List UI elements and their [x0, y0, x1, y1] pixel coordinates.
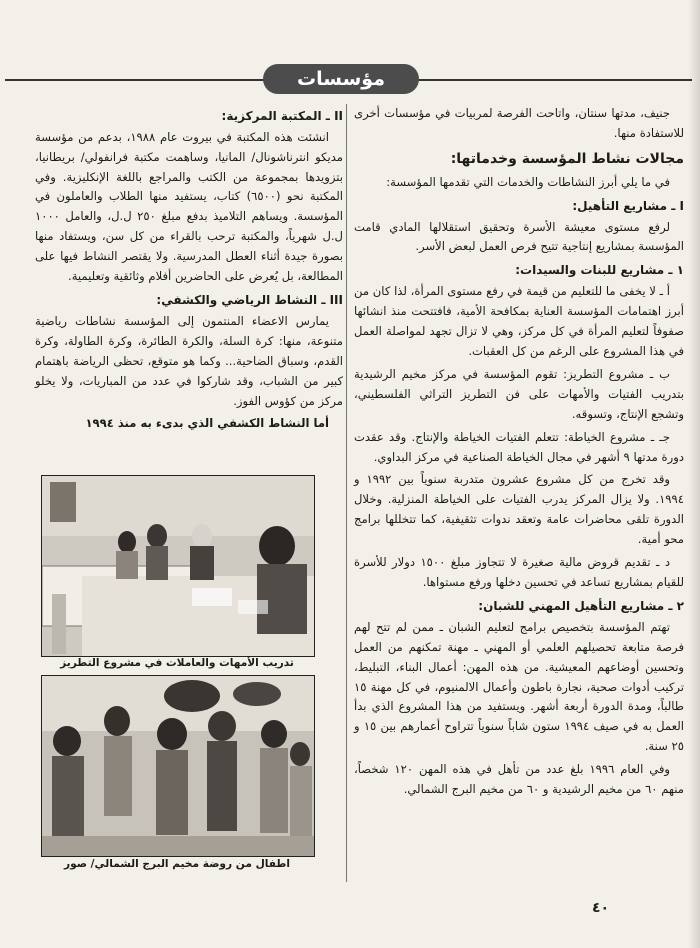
paragraph: وفي العام ١٩٩٦ بلغ عدد من تأهل في هذه المهن ١٢٠ شخصاً، منهم ٦٠ من مخيم الرشيدية و ٦٠ من مخيم البرج الشمالي.	[354, 762, 684, 797]
photo-embroidery-training	[41, 475, 315, 657]
paragraph: أ ـ لا يخفى ما للتعليم من قيمة في رفع مستوى المرأة، لذا كان من أبرز اهتمامات المؤسسة العناية بمكافحة الأمية، فافتتحت منذ انشائها صفوفاً لتعليم المرأة في كل مركز، وهي لا تزال تجهد لمواصلة العمل في هذا المشروع على الرغم من كل العقبات.	[354, 284, 684, 358]
paragraph: تهتم المؤسسة بتخصيص برامج لتعليم الشبان ـ ممن لم تتح لهم فرصة متابعة تحصيلهم العلمي أو المهني ـ مهنة تمكنهم من العمل وتحسين أوضاعهم المعيشية. من هذه المهن: أعمال البناء، التبليط، تركيب أدوات صحية، نجارة باطون وأعمال الالمنيوم، في كل مهنة ١٥ طالباً، ومدة الدورة أربعة أشهر. ويستفيد من هذا المشروع الذي بدأ العمل به في صيف ١٩٩٤ ستون شاباً سنوياً تتراوح أعمارهم بين ١٥ و ٢٥ سنة.	[354, 619, 684, 754]
section-title: مؤسسات	[263, 64, 419, 94]
photo-caption: اطفال من روضة مخيم البرج الشمالي/ صور	[64, 858, 290, 870]
heading-rehab-projects: I ـ مشاريع التأهيل:	[572, 198, 684, 213]
photo-kindergarten-children	[41, 675, 315, 857]
heading-youth-projects: ٢ ـ مشاريع التأهيل المهني للشبان:	[478, 599, 684, 614]
page-number: ٤٠	[592, 900, 610, 916]
paragraph: جـ ـ مشروع الخياطة: تتعلم الفتيات الخياطة والإنتاج. وقد عقدت دورة مدتها ٩ أشهر في مجال الخياطة الصناعية في مركز البداوي.	[354, 429, 684, 464]
paragraph: د ـ تقديم قروض مالية صغيرة لا تتجاوز مبلغ ١٥٠٠ دولار للأسرة للقيام بمشاريع تساعد في تحسين دخلها ورفع مستواها.	[354, 555, 684, 590]
page-edge-shadow	[688, 0, 700, 948]
paragraph: ب ـ مشروع التطريز: تقوم المؤسسة في مركز مخيم الرشيدية بتدريب الفتيات والأمهات على فن التطريز التراثي الفلسطيني، وتشجع الإنتاج، وتسوقه.	[354, 366, 684, 421]
paragraph: يمارس الاعضاء المنتمون إلى المؤسسة نشاطات رياضية متنوعة، منها: كرة السلة، والكرة الطائرة، وكرة الطاولة، وكرة القدم، وسباق الضاحية... وكما هو متوقع، تحظى الرياضة باهتمام كبير من الشباب، وقد شاركوا في عدد من المباريات، ولا يخلو مركز من كؤوس الفوز.	[35, 313, 343, 408]
photo-children-illustration	[42, 676, 314, 856]
left-column	[35, 104, 343, 437]
paragraph-scout: أما النشاط الكشفي الذي بدىء به منذ ١٩٩٤	[85, 416, 329, 431]
heading-women-projects: ١ ـ مشاريع للبنات والسيدات:	[515, 263, 684, 278]
photo-caption: تدريب الأمهات والعاملات في مشروع التطريز	[60, 657, 294, 669]
paragraph: وقد تخرج من كل مشروع عشرون متدربة سنوياً بين ١٩٩٢ و ١٩٩٤. ولا يزال المركز يدرب الفتيات على الخياطة المنزلية. وخلال الدورة تلقى محاضرات عامة وتعقد ندوات تثقيفية، كما تتخللها برامج محو أمية.	[354, 472, 684, 547]
heading-activities: مجالات نشاط المؤسسة وخدماتها:	[450, 150, 684, 167]
heading-library: II ـ المكتبة المركزية:	[221, 109, 343, 123]
section-header	[5, 60, 692, 100]
paragraph: انشئت هذه المكتبة في بيروت عام ١٩٨٨، بدعم من مؤسسة مديكو انترناشونال/ المانيا، وساهمت مكتبة فرانفولي/ بريطانيا، بتزويدها بمجموعة من الكتب والمراجع باللغة الإنكليزية. وفي المكتبة نحو (٦٥٠٠) كتاب، يستفيد منها الطلاب والعاملون في المؤسسة. ويساهم التلاميذ بدفع مبلغ ٢٥٠ ل.ل، والعامل ١٠٠٠ ل.ل شهرياً، والمكتبة ترحب بالقراء من كل سن، ويستفاد منها بصورة جيدة أثناء العطل المدرسية. ولا يقتصر النشاط فيها على المطالعة، بل يُعرض على الحاضرين أفلام وثائقية وتعليمية.	[35, 129, 343, 284]
paragraph: لرفع مستوى معيشة الأسرة وتحقيق استقلالها المادي قامت المؤسسة بمشاريع إنتاجية تتيح فرص العمل لبعض الأسر.	[354, 219, 684, 254]
column-divider	[346, 104, 347, 882]
paragraph: في ما يلي أبرز النشاطات والخدمات التي تقدمها المؤسسة:	[386, 174, 670, 189]
right-column	[354, 104, 684, 803]
heading-sports: III ـ النشاط الرياضي والكشفي:	[156, 293, 343, 308]
paragraph: جنيف، مدتها سنتان، واتاحت الفرصة لمربيات في مؤسسات أخرى للاستفادة منها.	[354, 106, 684, 140]
photo-embroidery-illustration	[42, 476, 314, 656]
